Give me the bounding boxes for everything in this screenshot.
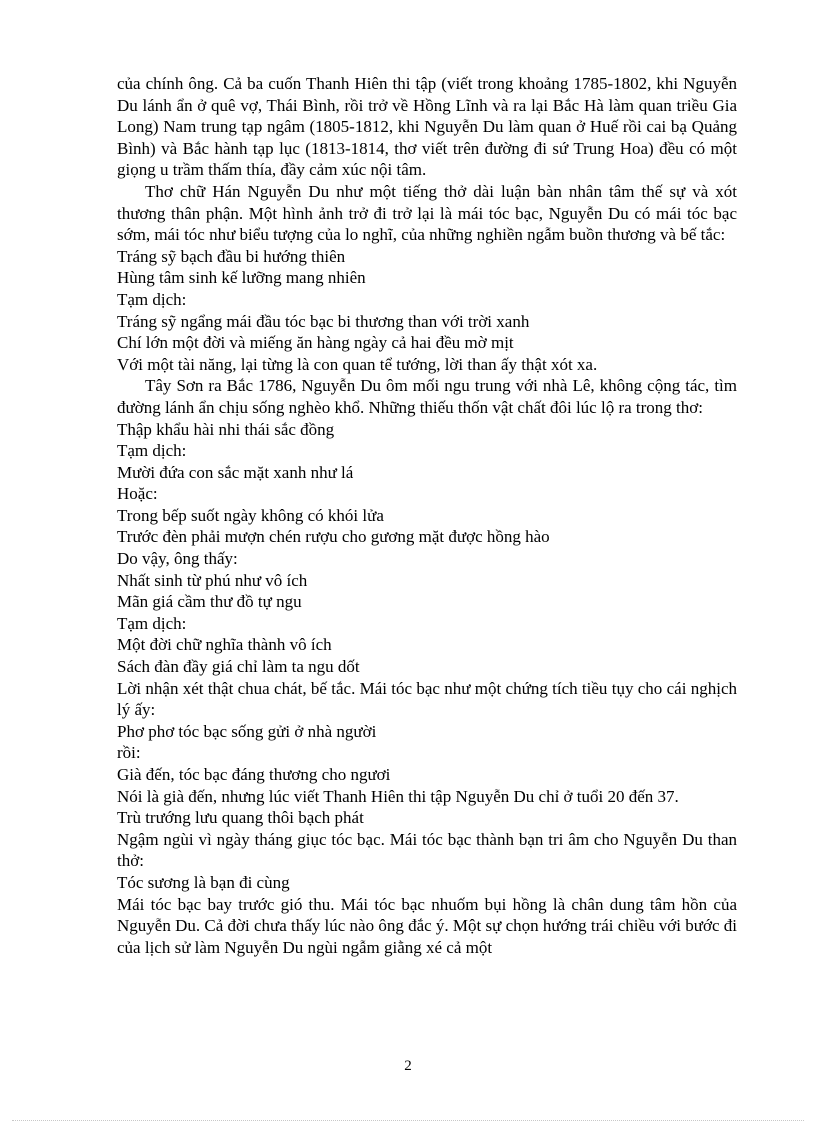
verse-line: Chí lớn một đời và miếng ăn hàng ngày cả hai đều mờ mịt [117, 333, 514, 353]
translation-label: Tạm dịch: [117, 289, 187, 309]
verse-line: Phơ phơ tóc bạc sống gửi ở nhà người [117, 721, 377, 741]
commentary-paragraph: Lời nhận xét thật chua chát, bế tắc. Mái tóc bạc như một chứng tích tiều tụy cho cái nghịch lý ấy: [117, 678, 737, 720]
verse-line: Trù trướng lưu quang thôi bạch phát [117, 808, 364, 828]
paragraph-closing: Mái tóc bạc bay trước gió thu. Mái tóc bạc nhuốm bụi hồng là chân dung tâm hồn của Nguyễn Du. Cả đời chưa thấy lúc nào ông đắc ý. Một sự chọn hướng trái chiều với bước đi của lịch sử làm Nguyễn Du ngùi ngẫm giằng xé cả một [117, 894, 737, 957]
commentary-paragraph: Nói là già đến, nhưng lúc viết Thanh Hiên thi tập Nguyễn Du chỉ ở tuổi 20 đến 37. [117, 786, 679, 806]
verse-line: Tráng sỹ bạch đầu bi hướng thiên [117, 246, 346, 266]
verse-line: Nhất sinh từ phú như vô ích [117, 570, 308, 590]
verse-line: Tráng sỹ ngẩng mái đầu tóc bạc bi thương than với trời xanh [117, 311, 530, 331]
paragraph-intro: của chính ông. Cả ba cuốn Thanh Hiên thi tập (viết trong khoảng 1785-1802, khi Nguyễn Du lánh ẩn ở quê vợ, Thái Bình, rồi trở về Hồng Lĩnh và ra lại Bắc Hà làm quan triều Gia Long) Nam trung tạp ngâm (1805-1812, khi Nguyễn Du làm quan ở Huế rồi cai bạ Quảng Bình) và Bắc hành tạp lục (1813-1814, thơ viết trên đường đi sứ Trung Hoa) đều có một giọng u trầm thấm thía, đầy cảm xúc nội tâm. [117, 74, 737, 180]
commentary-line: Với một tài năng, lại từng là con quan tể tướng, lời than ấy thật xót xa. [117, 354, 598, 374]
verse-line: Mười đứa con sắc mặt xanh như lá [117, 462, 354, 482]
verse-line: Tóc sương là bạn đi cùng [117, 872, 290, 892]
paragraph-tay-son: Tây Sơn ra Bắc 1786, Nguyễn Du ôm mối ngu trung với nhà Lê, không cộng tác, tìm đường lánh ẩn chịu sống nghèo khổ. Những thiếu thốn vật chất đôi lúc lộ ra trong thơ: [117, 376, 737, 417]
page-number: 2 [404, 1058, 412, 1074]
paragraph-han-poetry: Thơ chữ Hán Nguyễn Du như một tiếng thở dài luận bàn nhân tâm thế sự và xót thương thân phận. Một hình ảnh trở đi trở lại là mái tóc bạc, Nguyễn Du có mái tóc bạc sớm, mái tóc như biểu tượng của lo nghĩ, của những nghiền ngẫm buồn thương và bế tắc: [117, 181, 737, 245]
commentary-line: Hoặc: [117, 484, 158, 504]
verse-line: Thập khẩu hài nhi thái sắc đồng [117, 419, 335, 439]
verse-line: Hùng tâm sinh kế lưỡng mang nhiên [117, 268, 366, 288]
verse-line: Già đến, tóc bạc đáng thương cho ngươi [117, 765, 391, 784]
verse-line: Mãn giá cầm thư đồ tự ngu [117, 592, 302, 612]
verse-line: Trước đèn phải mượn chén rượu cho gương mặt được hồng hào [117, 527, 550, 547]
page-bottom-rule [12, 1120, 804, 1121]
commentary-paragraph: Ngậm ngùi vì ngày tháng giục tóc bạc. Mái tóc bạc thành bạn tri âm cho Nguyễn Du than thở: [117, 829, 737, 871]
body-text [117, 73, 737, 958]
verse-line: Trong bếp suốt ngày không có khói lửa [117, 505, 384, 525]
commentary-line: Do vậy, ông thấy: [117, 549, 238, 569]
commentary-line: rồi: [117, 743, 141, 763]
verse-line: Một đời chữ nghĩa thành vô ích [117, 635, 332, 655]
translation-label: Tạm dịch: [117, 613, 187, 633]
translation-label: Tạm dịch: [117, 441, 187, 461]
verse-line: Sách đàn đầy giá chỉ làm ta ngu dốt [117, 657, 360, 677]
